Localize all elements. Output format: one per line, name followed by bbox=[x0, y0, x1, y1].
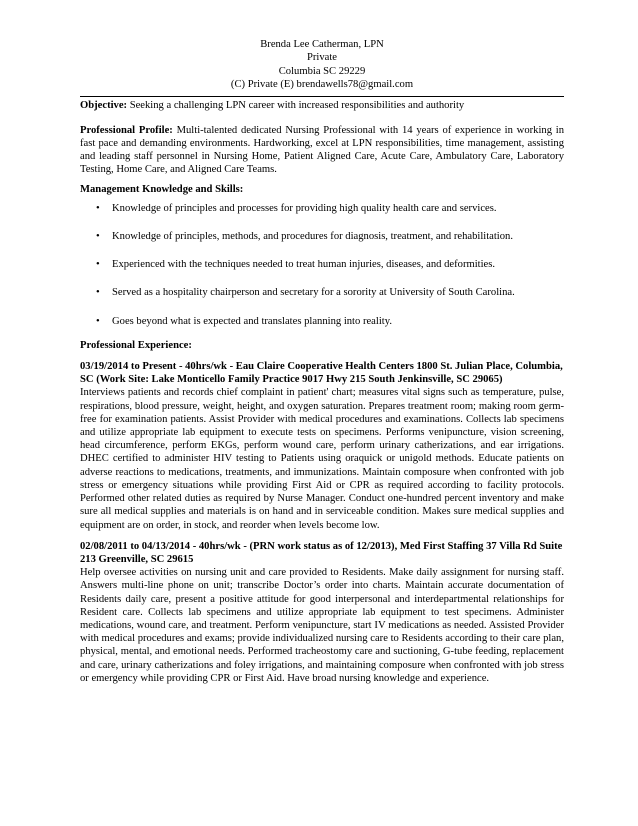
job-description-2: Help oversee activities on nursing unit and care provided to Residents. Make daily assignment for nursing staff. Answers multi-line phone on unit; transcribe Doctor’s order into charts. Maintain accurate documentation of Residents daily care, present a positive attitude for good interpersonal and interdepartmental relationships for Resident care. Collects lab specimens and utilize appropriate lab equipment to test specimens. Administer medications, wound care, and treatment. Perform venipuncture, start IV medications as needed. Assisted Provider with medical procedures and exams; provide individualized nursing care to Residents according to their care plan, physical, mental, and emotional needs. Performed tracheostomy care and suctioning, G-tube feeding, replacement and care, urinary catherizations and foley irrigations, and maintaining composure when confronted with job stress or emergency while providing CPR or First Aid. Have broad nursing knowledge and experience. bbox=[80, 567, 564, 684]
list-item: • Goes beyond what is expected and translates planning into reality. bbox=[96, 315, 392, 327]
experience-heading: Professional Experience: bbox=[80, 339, 192, 351]
bullet-icon: • bbox=[96, 231, 100, 243]
profile-label: Professional Profile: bbox=[80, 124, 173, 136]
job-description-1: Interviews patients and records chief complaint in patient' chart; measures vital signs such as temperature, pulse, respirations, blood pressure, weight, height, and oxygen saturation. Prepares treatment room; making room germ-free for examination patients. Assist Provider with medical procedures and examinations. Collects lab specimens and utilize appropriate lab equipment to execute tests on specimens. Performs venipuncture, vision screening, head circumference, perform EKGs, perform wound care, perform urinary catherizations, and ear irrigations. DHEC certified to administer HIV testing to Patients using oraquick or unigold methods. Educate patients on adverse reactions to medications, treatments, and immunizations. Maintain composure when confronted with job stress or emergency situations while providing First Aid or CPR as required according to facility protocols. Performed other related duties as required by Nurse Manager. Conduct one-hundred percent inventory and make sure all medical supplies and materials is on hand and in serviceable condition. Makes sure medical supplies and equipment are on order, in stock, and reorder when levels become low. bbox=[80, 387, 564, 531]
bullet-icon: • bbox=[96, 259, 100, 271]
job-title-1: 03/19/2014 to Present - 40hrs/wk - Eau Claire Cooperative Health Centers 1800 St. Julian Place, Columbia, SC (Work Site: Lake Monticello Family Practice 9017 Hwy 215 South Jenkinsville, SC 29065) bbox=[80, 361, 563, 386]
bullet-icon: • bbox=[96, 287, 100, 299]
bullet-icon: • bbox=[96, 202, 100, 214]
list-item: • Experienced with the techniques needed to treat human injuries, diseases, and deformities. bbox=[96, 259, 496, 271]
skills-heading: Management Knowledge and Skills: bbox=[80, 183, 244, 195]
objective-text: Seeking a challenging LPN career with increased responsibilities and authority bbox=[127, 99, 465, 111]
bullet-icon: • bbox=[96, 315, 100, 327]
header-divider bbox=[80, 96, 564, 97]
list-item: • Knowledge of principles, methods, and procedures for diagnosis, treatment, and rehabilitation. bbox=[96, 231, 513, 243]
skills-list bbox=[80, 202, 564, 328]
objective-label: Objective: bbox=[80, 99, 128, 111]
objective-section bbox=[80, 99, 564, 112]
resume-page bbox=[80, 38, 564, 685]
address-line-1: Private bbox=[306, 52, 337, 64]
profile-section bbox=[80, 124, 564, 177]
address-line-2: Columbia SC 29229 bbox=[278, 65, 366, 77]
list-item: • Served as a hospitality chairperson and secretary for a sorority at University of South Carolina. bbox=[96, 287, 515, 299]
profile-text: Multi-talented dedicated Nursing Professional with 14 years of experience in working in fast pace and demanding environments. Hardworking, excel at LPN responsibilities, time management, assisting and leading staff personnel in Nursing Home, Patient Aligned Care, Acute Care, Ambulatory Care, Laboratory Testing, Home Care, and Aligned Care Teams. bbox=[80, 124, 564, 176]
job-title-2: 02/08/2011 to 04/13/2014 - 40hrs/wk - (PRN work status as of 12/2013), Med First Staffing 37 Villa Rd Suite 213 Greenville, SC 29615 bbox=[80, 540, 563, 565]
list-item: • Knowledge of principles and processes for providing high quality health care and services. bbox=[96, 202, 497, 214]
candidate-name: Brenda Lee Catherman, LPN bbox=[260, 39, 384, 50]
contact-line: (C) Private (E) brendawells78@gmail.com bbox=[230, 79, 414, 91]
